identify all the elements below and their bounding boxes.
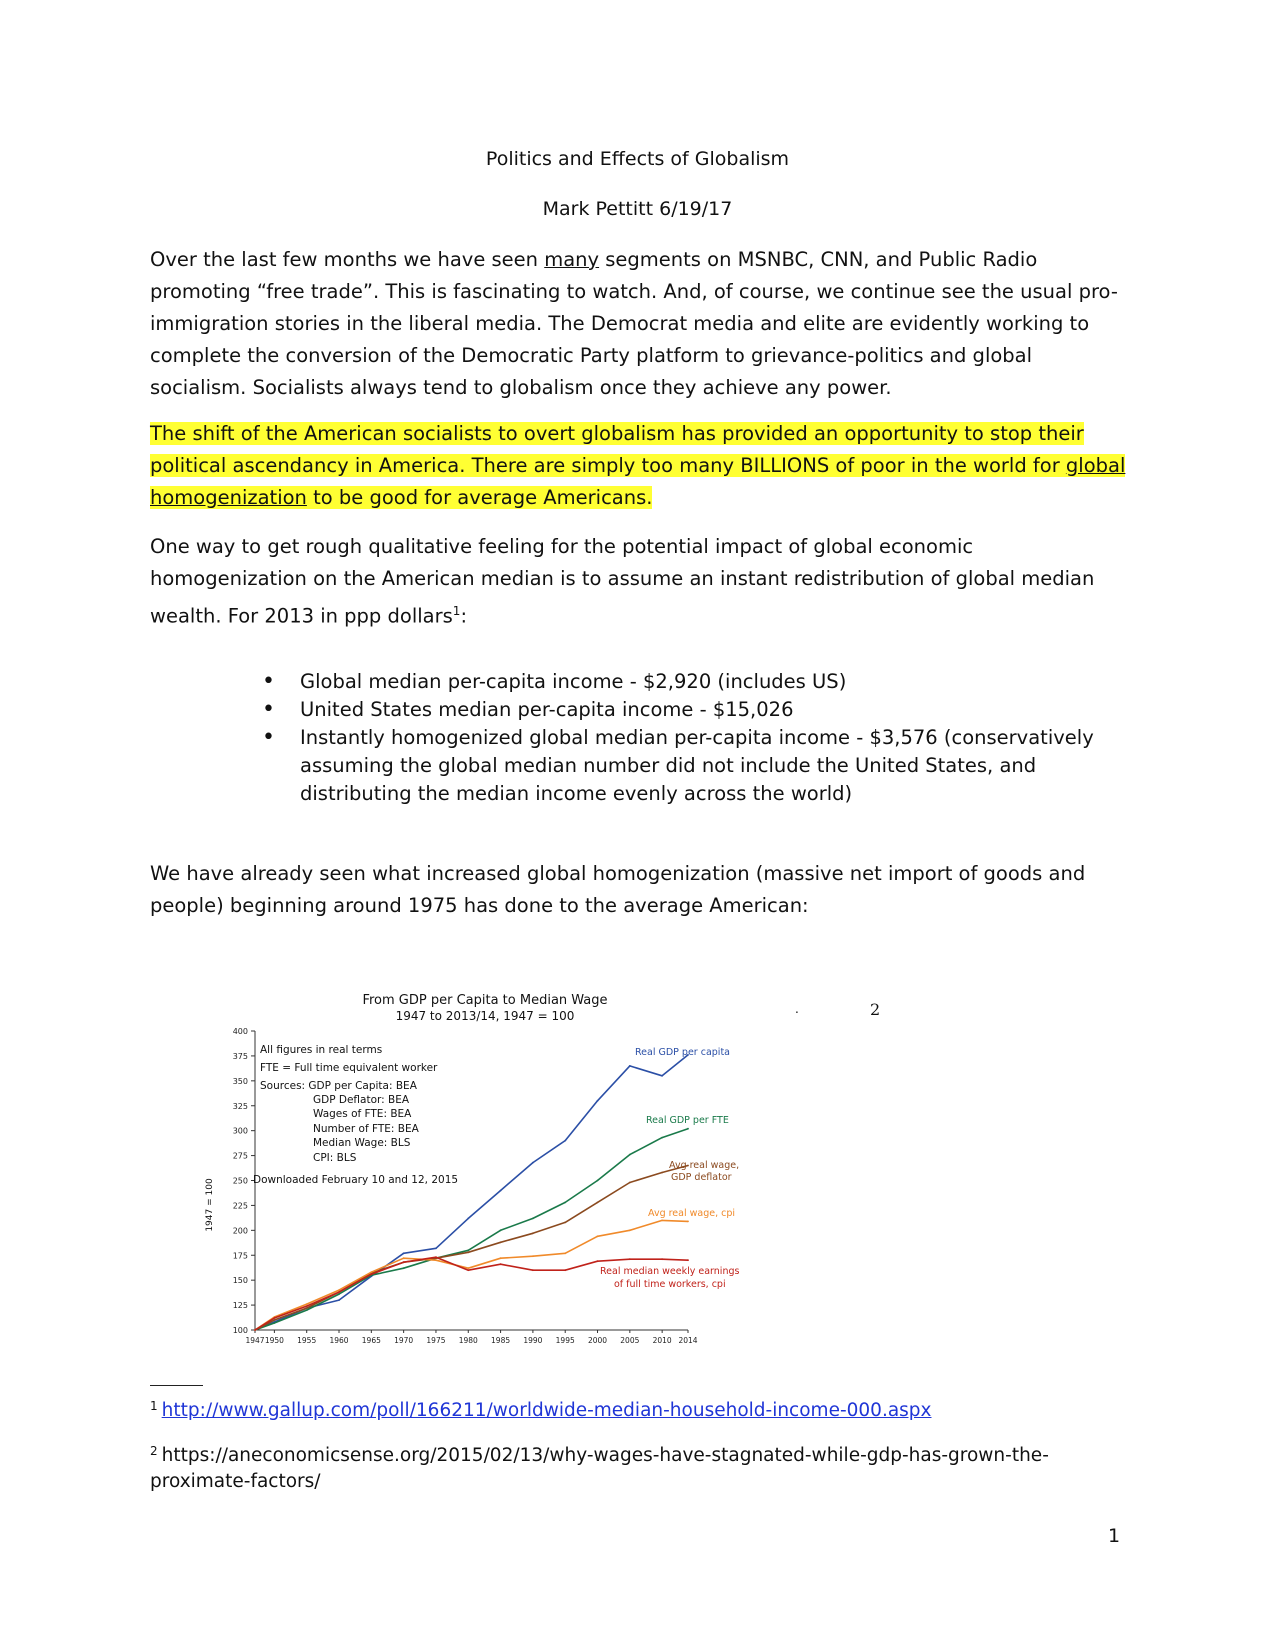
series-2-point xyxy=(306,1307,308,1309)
series-1-point xyxy=(564,1202,566,1204)
x-tick-label: 1947 xyxy=(245,1336,265,1345)
chart-notes xyxy=(253,1044,458,1186)
series-1-point xyxy=(467,1249,469,1251)
y-tick-label: 350 xyxy=(232,1076,248,1086)
series-4-point xyxy=(597,1260,599,1262)
chart-axes xyxy=(233,1027,698,1345)
y-tick-label: 150 xyxy=(232,1276,248,1286)
series-1-point xyxy=(597,1180,599,1182)
series-3-point xyxy=(370,1271,372,1273)
stray-dot: . xyxy=(795,1002,799,1016)
series-2-point xyxy=(500,1241,502,1243)
chart-note: Median Wage: BLS xyxy=(313,1137,411,1149)
series-2-point xyxy=(564,1222,566,1224)
series-4-point xyxy=(306,1305,308,1307)
x-tick-label: 1950 xyxy=(264,1336,284,1345)
y-tick-label: 375 xyxy=(232,1051,248,1061)
paragraph-4: We have already seen what increased global homogenization (massive net import of goods and people) beginning around 1975 has done to the average American: xyxy=(150,862,1086,917)
series-1-point xyxy=(403,1267,405,1269)
series-0-point xyxy=(500,1190,502,1192)
y-tick-label: 300 xyxy=(232,1126,248,1136)
y-tick-label: 250 xyxy=(232,1176,248,1186)
series-2-point xyxy=(467,1251,469,1253)
series-3-point xyxy=(661,1220,663,1222)
series-4-point xyxy=(500,1263,502,1265)
series-3-point xyxy=(564,1252,566,1254)
x-tick-label: 1965 xyxy=(361,1336,381,1345)
x-tick-label: 2000 xyxy=(587,1336,608,1345)
x-tick-label: 1975 xyxy=(426,1336,446,1345)
series-4-point xyxy=(370,1273,372,1275)
series-2-point xyxy=(661,1172,663,1174)
y-axis-label: 1947 = 100 xyxy=(205,1178,215,1232)
label-avg-real-wage-gdp-deflator-2: GDP deflator xyxy=(671,1172,732,1183)
label-real-gdp-per-fte: Real GDP per FTE xyxy=(646,1115,729,1126)
chart-note: Sources: GDP per Capita: BEA xyxy=(260,1080,417,1092)
series-1-point xyxy=(661,1137,663,1139)
label-real-gdp-per-capita: Real GDP per capita xyxy=(635,1047,730,1058)
footnote-2-url: https://aneconomicsense.org/2015/02/13/why-wages-have-stagnated-while-gdp-has-grown-the-proximate-factors/ xyxy=(150,1445,1049,1492)
series-4-point xyxy=(274,1317,276,1319)
chart-note: CPI: BLS xyxy=(313,1152,357,1164)
series-4-point xyxy=(467,1269,469,1271)
chart-subtitle: 1947 to 2013/14, 1947 = 100 xyxy=(395,1009,575,1023)
series-4-point xyxy=(532,1269,534,1271)
label-avg-real-wage-gdp-deflator: Avg real wage, xyxy=(669,1160,740,1171)
series-0-point xyxy=(403,1252,405,1254)
series-2-point xyxy=(274,1319,276,1321)
y-tick-label: 175 xyxy=(232,1251,248,1261)
footnote-ref-1: 1 xyxy=(452,604,461,618)
series-3-point xyxy=(500,1257,502,1259)
x-tick-label: 1980 xyxy=(458,1336,478,1345)
author-date: Mark Pettitt 6/19/17 xyxy=(542,198,733,220)
page-number: 1 xyxy=(1108,1525,1121,1547)
x-tick-label: 1995 xyxy=(555,1336,575,1345)
x-tick-label: 2010 xyxy=(652,1336,672,1345)
chart-note: GDP Deflator: BEA xyxy=(313,1094,410,1106)
series-1-point xyxy=(338,1293,340,1295)
y-tick-label: 275 xyxy=(232,1151,248,1161)
chart-note: Downloaded February 10 and 12, 2015 xyxy=(253,1174,459,1186)
y-tick-label: 400 xyxy=(232,1027,248,1036)
series-0-point xyxy=(532,1162,534,1164)
y-tick-label: 200 xyxy=(232,1226,248,1236)
list-item: • Instantly homogenized global median per-capita income - $3,576 (conservatively assuming the global median number did not include the United States, and distributing the median income evenly across the world) xyxy=(260,724,1120,808)
series-3-point xyxy=(597,1235,599,1237)
y-tick-label: 325 xyxy=(232,1101,248,1111)
series-0-point xyxy=(467,1218,469,1220)
x-tick-label: 1955 xyxy=(297,1336,317,1345)
series-3-point xyxy=(687,1221,689,1223)
series-3-point xyxy=(532,1255,534,1257)
footnote-2: $^2$ https://aneconomicsense.org/2015/02/13/why-wages-have-stagnated-while-gdp-has-grown-the-proximate-factors/ xyxy=(150,1444,1049,1492)
chart-title: From GDP per Capita to Median Wage xyxy=(362,993,608,1008)
series-0-point xyxy=(564,1140,566,1142)
paragraph-2-highlighted: The shift of the American socialists to overt globalism has provided an opportunity to stop their political ascendancy in America. There are simply too many BILLIONS of poor in the world for global homogenization to be good for average Americans. xyxy=(150,422,1126,509)
series-3-point xyxy=(403,1257,405,1259)
series-4-point xyxy=(629,1258,631,1260)
label-avg-real-wage-cpi: Avg real wage, cpi xyxy=(648,1208,736,1219)
series-0-point xyxy=(597,1100,599,1102)
series-3-point xyxy=(306,1303,308,1305)
series-1-point xyxy=(629,1154,631,1156)
x-tick-label: 1970 xyxy=(394,1336,414,1345)
x-tick-label: 1990 xyxy=(523,1336,543,1345)
paragraph-1: Over the last few months we have seen many segments on MSNBC, CNN, and Public Radio promoting “free trade”. This is fascinating to watch. And, of course, we continue see the usual pro-immigration stories in the liberal media. The Democrat media and elite are evidently working to complete the conversion of the Democratic Party platform to grievance-politics and global socialism. Socialists always tend to globalism once they achieve any power. xyxy=(150,248,1118,399)
x-tick-label: 1985 xyxy=(491,1336,511,1345)
series-3-point xyxy=(467,1267,469,1269)
series-4-point xyxy=(403,1261,405,1263)
paragraph-3: One way to get rough qualitative feeling for the potential impact of global economic homogenization on the American median is to assume an instant redistribution of global median wealth. For 2013 in ppp dollars$^1$: xyxy=(150,535,1095,628)
y-tick-label: 125 xyxy=(232,1301,248,1311)
series-4-point xyxy=(687,1259,689,1261)
chart-note: Number of FTE: BEA xyxy=(313,1123,419,1135)
emphasis-many: many xyxy=(544,248,600,271)
x-tick-label: 2014 xyxy=(678,1336,698,1345)
series-1-point xyxy=(306,1309,308,1311)
series-1-point xyxy=(687,1128,689,1130)
series-0-point xyxy=(435,1247,437,1249)
series-labels xyxy=(600,1047,739,1290)
label-real-median-weekly-earnings-2: of full time workers, cpi xyxy=(614,1279,726,1290)
series-3-point xyxy=(629,1229,631,1231)
gdp-wage-chart xyxy=(200,985,760,1385)
series-4-point xyxy=(254,1329,256,1331)
income-bullet-list xyxy=(260,668,1120,808)
series-1-point xyxy=(500,1229,502,1231)
list-item: • United States median per-capita income - $15,026 xyxy=(260,696,1120,724)
chart-footnote-mark: 2 xyxy=(870,1000,881,1019)
chart-note: All figures in real terms xyxy=(260,1044,383,1056)
x-tick-label: 2005 xyxy=(620,1336,640,1345)
series-1-point xyxy=(274,1322,276,1324)
series-4-point xyxy=(564,1269,566,1271)
chart-note: FTE = Full time equivalent worker xyxy=(260,1062,438,1074)
series-3-point xyxy=(338,1289,340,1291)
x-tick-label: 1960 xyxy=(329,1336,349,1345)
series-3-point xyxy=(435,1259,437,1261)
series-0-point xyxy=(629,1065,631,1067)
series-4-point xyxy=(661,1258,663,1260)
series-4-point xyxy=(338,1291,340,1293)
emphasis-global-homogenization: global homogenization xyxy=(150,454,1126,509)
y-tick-label: 225 xyxy=(232,1201,248,1211)
footnote-rule xyxy=(150,1385,203,1386)
chart-note: Wages of FTE: BEA xyxy=(313,1108,412,1120)
list-item: • Global median per-capita income - $2,920 (includes US) xyxy=(260,668,1120,696)
series-0-point xyxy=(661,1075,663,1077)
series-2-point xyxy=(629,1182,631,1184)
footnote-1-link[interactable]: http://www.gallup.com/poll/166211/worldwide-median-household-income-000.aspx xyxy=(161,1400,932,1421)
footnote-1: $^1$ http://www.gallup.com/poll/166211/worldwide-median-household-income-000.aspx xyxy=(150,1399,932,1421)
series-1-point xyxy=(532,1218,534,1220)
y-tick-label: 100 xyxy=(232,1326,248,1335)
series-2-point xyxy=(532,1232,534,1234)
label-real-median-weekly-earnings: Real median weekly earnings xyxy=(600,1266,740,1277)
document-title: Politics and Effects of Globalism xyxy=(485,148,790,170)
series-4-point xyxy=(435,1256,437,1258)
series-2-point xyxy=(597,1202,599,1204)
series-0-point xyxy=(338,1299,340,1301)
